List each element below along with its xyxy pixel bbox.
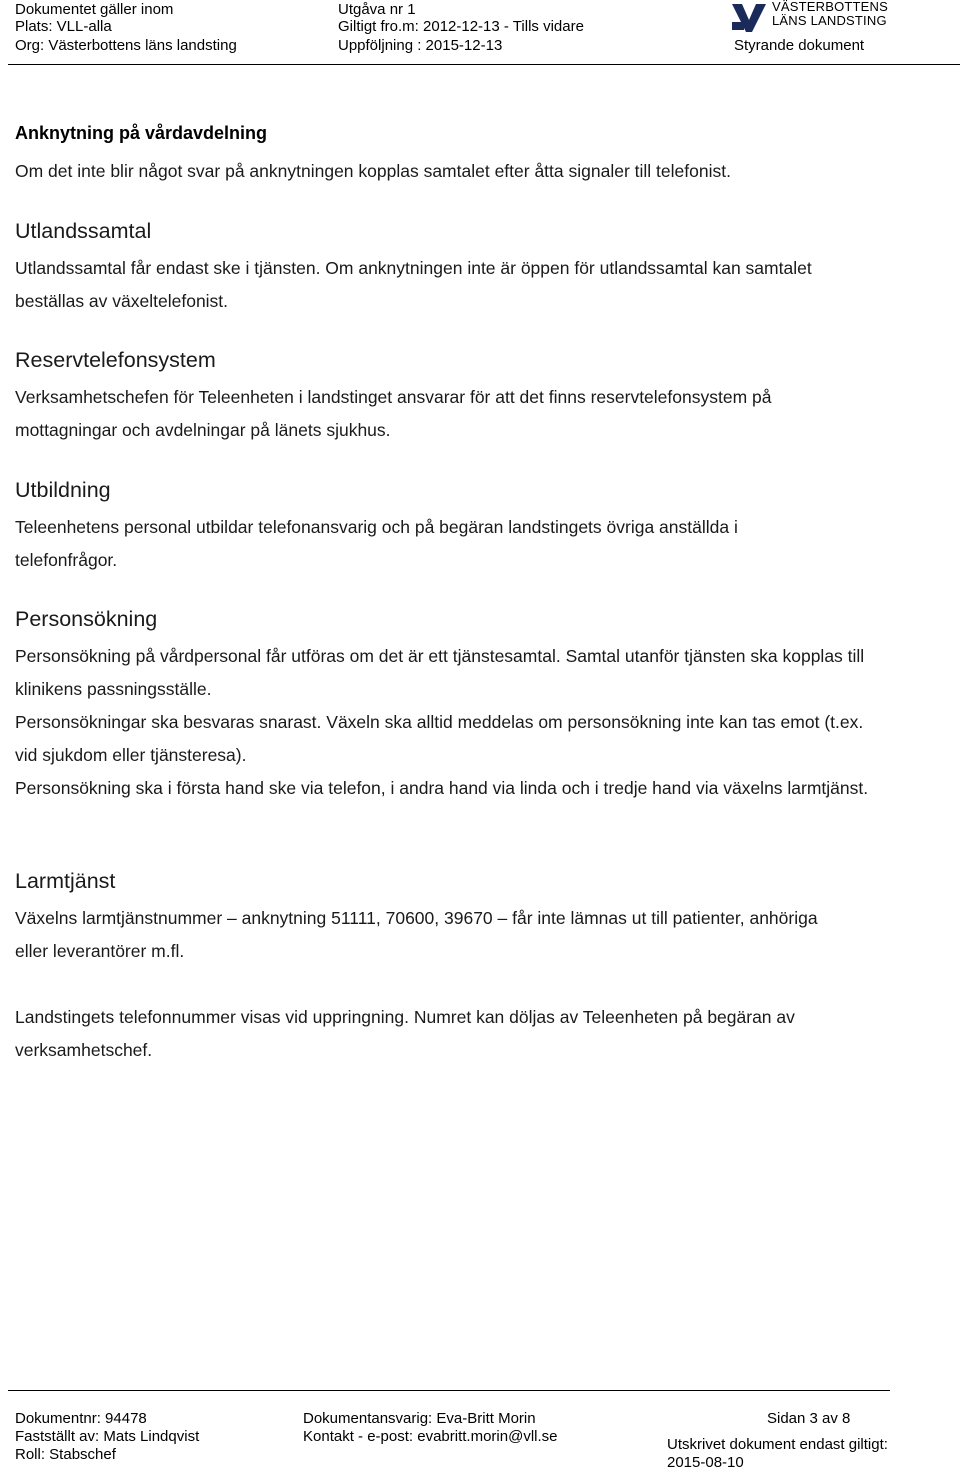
footer-established: Fastställt av: Mats Lindqvist: [15, 1428, 200, 1445]
footer-responsible: Dokumentansvarig: Eva-Britt Morin: [303, 1410, 536, 1427]
heading-anknytning: Anknytning på vårdavdelning: [15, 123, 268, 143]
footer-divider: [8, 1390, 890, 1391]
para-utlandssamtal: Utlandssamtal får endast ske i tjänsten. Om anknytningen inte är öppen för utlandssamtal kan samtalet beställas av växeltelefonist.: [15, 258, 812, 311]
heading-larmtjanst: Larmtjänst: [15, 869, 116, 893]
footer-page-number: Sidan 3 av 8: [767, 1410, 851, 1427]
vll-logo: [732, 0, 902, 34]
para-personsokning-1: Personsökning på vårdpersonal får utföras om det är ett tjänstesamtal. Samtal utanför tjänsten ska kopplas till klinikens passningsställe.: [15, 646, 865, 699]
logo-line-2: LÄNS LANDSTING: [772, 13, 887, 28]
heading-reservtelefonsystem: Reservtelefonsystem: [15, 348, 216, 372]
para-larmtjanst: Växelns larmtjänstnummer – anknytning 51111, 70600, 39670 – får inte lämnas ut till patienter, anhöriga eller leverantörer m.fl.: [15, 908, 818, 961]
para-personsokning-2: Personsökningar ska besvaras snarast. Växeln ska alltid meddelas om personsökning inte kan tas emot (t.ex. vid sjukdom eller tjänsteresa).: [15, 712, 864, 765]
vll-logo-mark-icon: [732, 2, 766, 32]
para-anknytning: Om det inte blir något svar på anknytningen kopplas samtalet efter åtta signaler till telefonist.: [15, 161, 731, 181]
footer-printed-valid: Utskrivet dokument endast giltigt:: [667, 1436, 888, 1453]
header-doctype: Styrande dokument: [734, 37, 865, 54]
para-telefonnummer: Landstingets telefonnummer visas vid uppringning. Numret kan döljas av Teleenheten på begäran av verksamhetschef.: [15, 1007, 795, 1060]
heading-utlandssamtal: Utlandssamtal: [15, 219, 152, 243]
header-edition: Utgåva nr 1: [338, 1, 416, 18]
footer-contact: Kontakt - e-post: evabritt.morin@vll.se: [303, 1428, 558, 1445]
header-scope: Dokumentet gäller inom: [15, 1, 174, 18]
para-personsokning-3: Personsökning ska i första hand ske via telefon, i andra hand via linda och i tredje hand via växelns larmtjänst.: [15, 778, 869, 798]
logo-line-1: VÄSTERBOTTENS: [772, 0, 889, 14]
footer-docnr: Dokumentnr: 94478: [15, 1410, 147, 1427]
footer-role: Roll: Stabschef: [15, 1446, 116, 1463]
header-org: Org: Västerbottens läns landsting: [15, 37, 237, 54]
header-valid: Giltigt fro.m: 2012-12-13 - Tills vidare: [338, 18, 584, 35]
footer-date: 2015-08-10: [667, 1454, 744, 1471]
para-utbildning: Teleenhetens personal utbildar telefonansvarig och på begäran landstingets övriga anställda i telefonfrågor.: [15, 517, 738, 570]
header-followup: Uppföljning : 2015-12-13: [338, 37, 503, 54]
para-reservtelefonsystem: Verksamhetschefen för Teleenheten i landstinget ansvarar för att det finns reservtelefonsystem på mottagningar och avdelningar på länets sjukhus.: [15, 387, 772, 440]
heading-personsokning: Personsökning: [15, 607, 158, 631]
header-place: Plats: VLL-alla: [15, 18, 112, 35]
header-divider: [8, 64, 960, 65]
heading-utbildning: Utbildning: [15, 478, 111, 502]
